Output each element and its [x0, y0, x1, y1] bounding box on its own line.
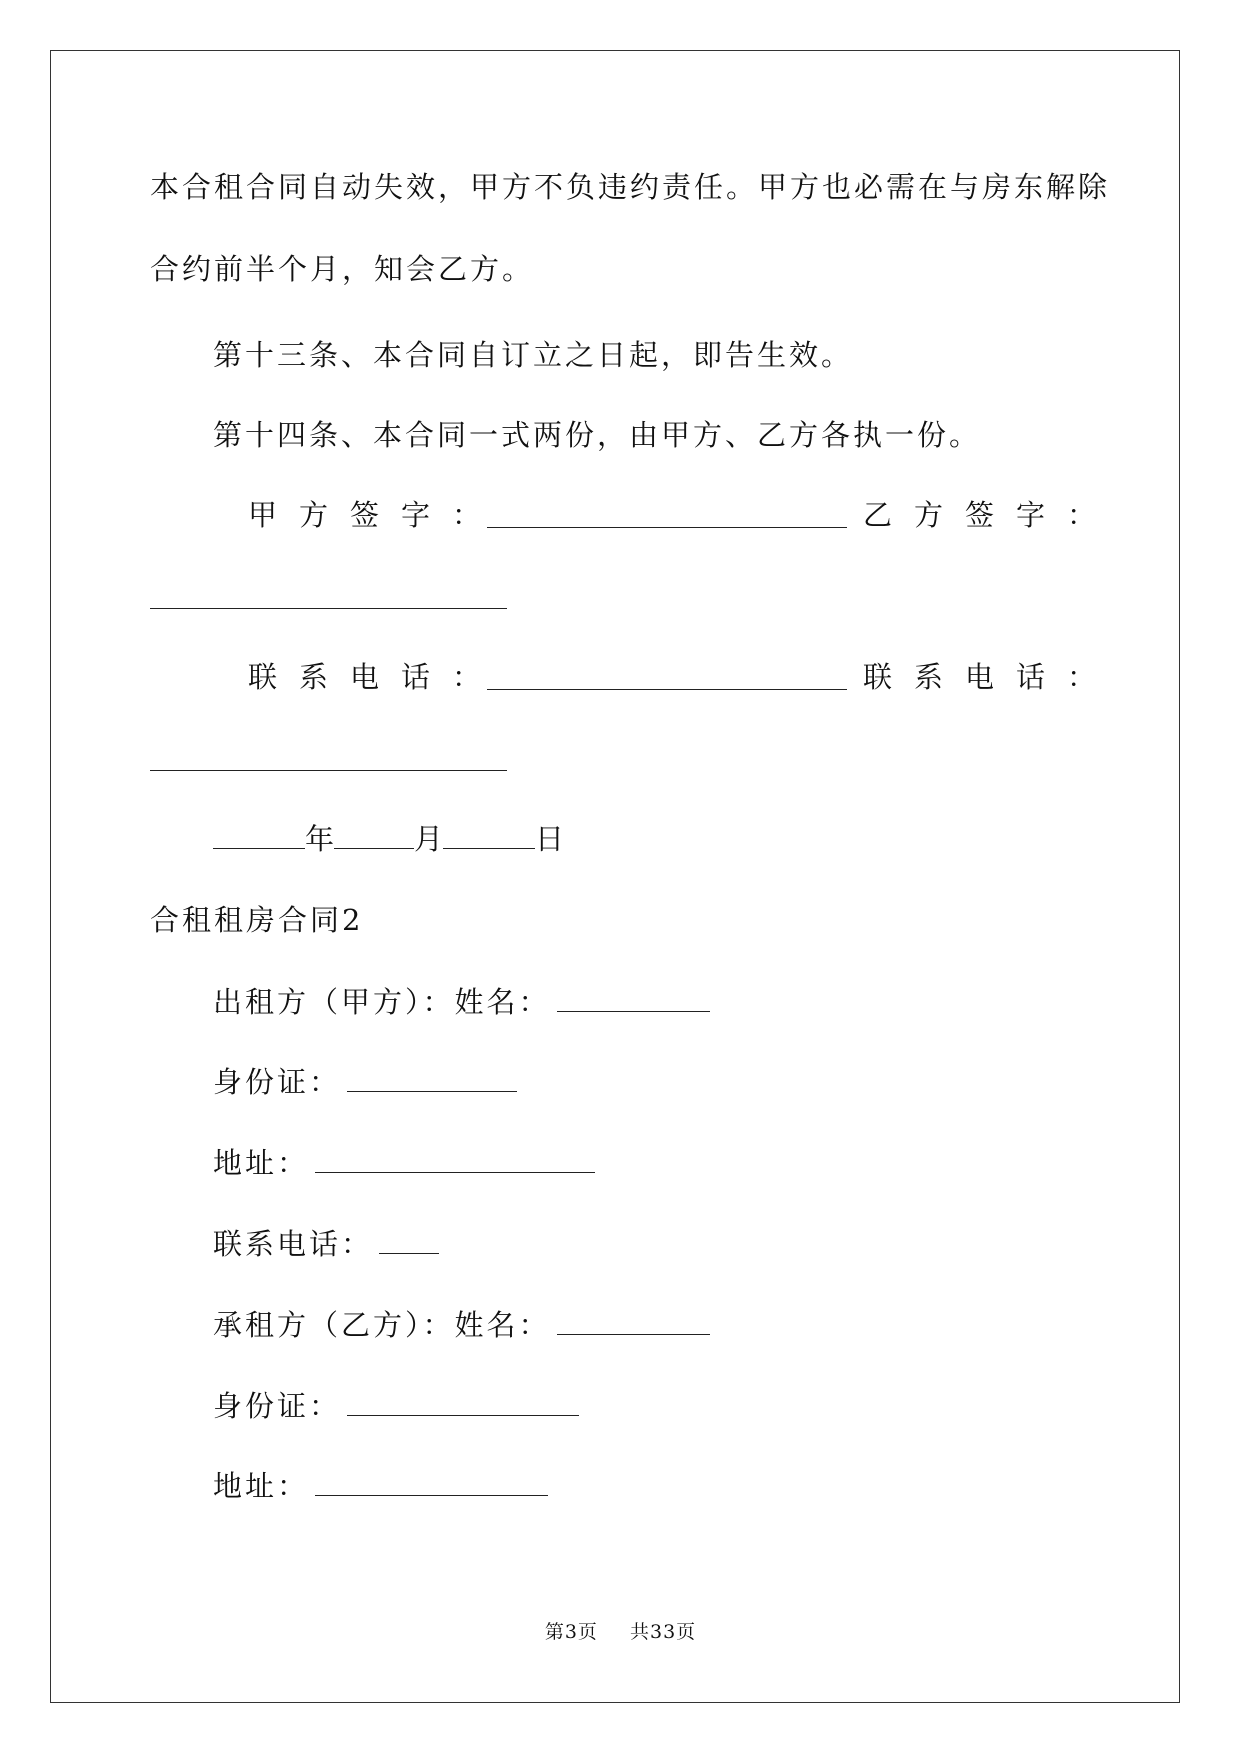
- party-b-signature-blank: [150, 608, 507, 609]
- lessor-phone-label: 联系电话：: [213, 1227, 374, 1261]
- lessee-name-label: 承租方（乙方）：姓名：: [213, 1308, 551, 1342]
- paragraph-line-2: 合约前半个月，知会乙方。: [150, 252, 535, 286]
- lessor-id-label: 身份证：: [213, 1065, 342, 1099]
- article-14: 第十四条、本合同一式两份，由甲方、乙方各执一份。: [213, 418, 982, 452]
- lessee-address-blank: [315, 1473, 548, 1496]
- lessor-id-blank: [347, 1069, 517, 1092]
- month-blank: [334, 826, 414, 849]
- day-blank: [443, 826, 535, 849]
- day-label: 日: [535, 822, 565, 856]
- page-footer: [0, 1617, 1241, 1644]
- party-a-signature-label: 甲方签字：: [248, 498, 504, 532]
- lessor-name-field: [213, 985, 710, 1019]
- party-b-phone-label: 联系电话：: [863, 660, 1119, 694]
- lessee-id-field: [213, 1389, 579, 1423]
- lessee-name-field: [213, 1308, 710, 1342]
- paragraph-line-1: 本合租合同自动失效，甲方不负违约责任。甲方也必需在与房东解除: [150, 170, 1111, 204]
- page-border: [50, 50, 1180, 1703]
- lessor-address-blank: [315, 1150, 595, 1173]
- date-line: [213, 822, 564, 856]
- section-title: 合租租房合同2: [150, 903, 364, 937]
- lessor-id-field: [213, 1065, 517, 1099]
- lessor-phone-field: [213, 1227, 439, 1261]
- article-13: 第十三条、本合同自订立之日起，即告生效。: [213, 338, 854, 372]
- lessor-name-label: 出租方（甲方）：姓名：: [213, 985, 551, 1019]
- lessor-address-label: 地址：: [213, 1146, 310, 1180]
- page-total: 共33页: [630, 1621, 697, 1643]
- year-label: 年: [305, 822, 335, 856]
- lessee-address-field: [213, 1469, 548, 1503]
- party-a-phone-label: 联系电话：: [248, 660, 504, 694]
- party-a-phone-blank: [487, 689, 847, 690]
- lessor-phone-blank: [379, 1231, 439, 1254]
- lessee-address-label: 地址：: [213, 1469, 310, 1503]
- page-number: 第3页: [544, 1621, 598, 1643]
- party-b-signature-label: 乙方签字：: [863, 498, 1119, 532]
- party-a-signature-blank: [487, 527, 847, 528]
- party-b-phone-blank: [150, 770, 507, 771]
- lessee-name-blank: [557, 1312, 710, 1335]
- lessor-name-blank: [557, 989, 710, 1012]
- lessee-id-label: 身份证：: [213, 1389, 342, 1423]
- lessee-id-blank: [347, 1393, 579, 1416]
- month-label: 月: [414, 822, 444, 856]
- lessor-address-field: [213, 1146, 595, 1180]
- year-blank: [213, 826, 305, 849]
